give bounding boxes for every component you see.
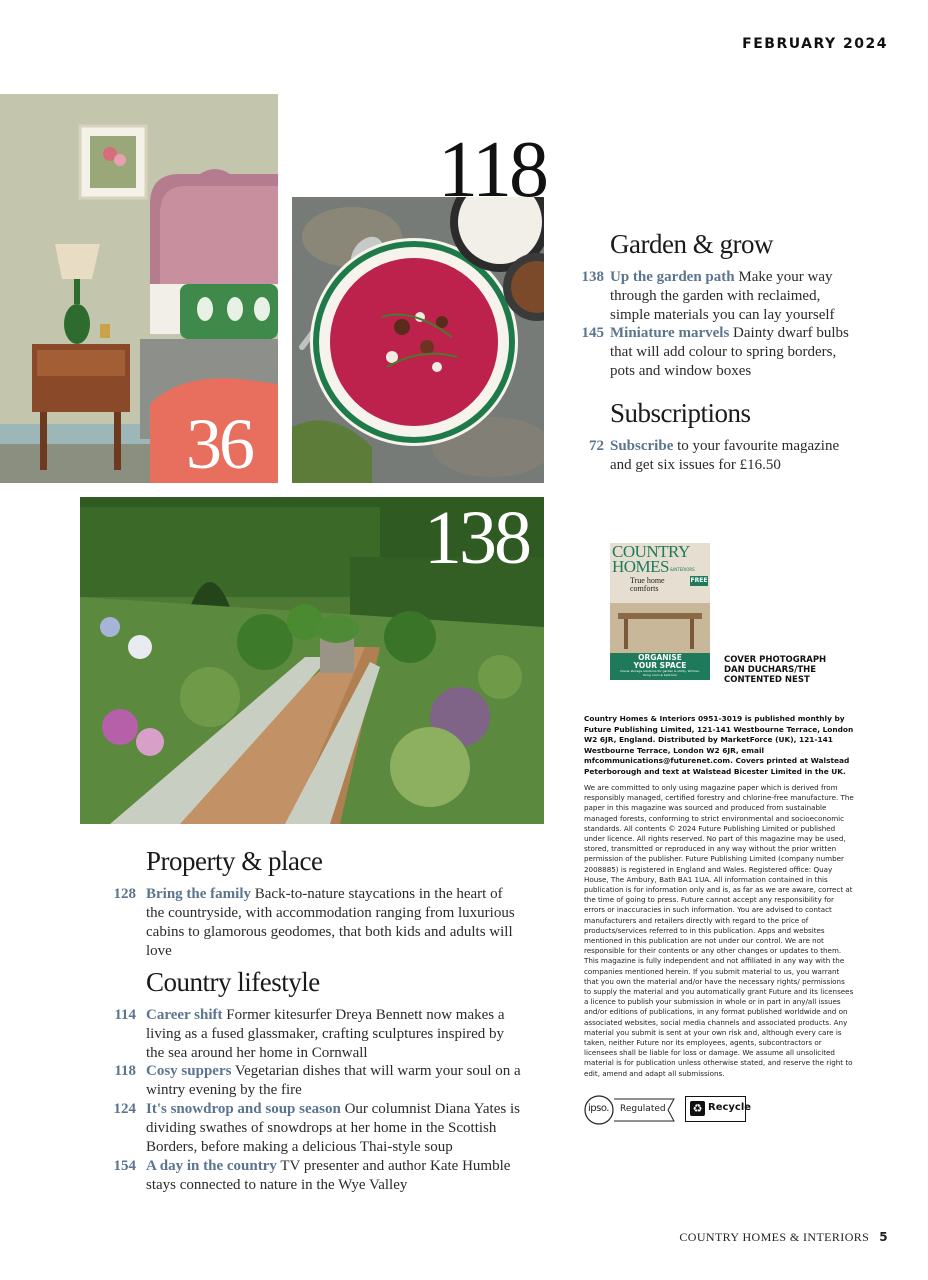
cover-title-line1: COUNTRY bbox=[612, 543, 690, 561]
garden-page-number: 138 bbox=[424, 496, 529, 580]
soup-photo bbox=[292, 197, 544, 483]
contents-entry bbox=[110, 1062, 530, 1100]
ipso-mark: ipso. bbox=[588, 1103, 609, 1114]
entry-text: to your favourite magazine and get six issues for £16.50 bbox=[610, 438, 840, 473]
entry-page-number: 138 bbox=[581, 269, 604, 285]
page-footer bbox=[679, 1230, 888, 1245]
cover-headline: True home comforts bbox=[630, 576, 665, 593]
entry-title: Subscribe bbox=[610, 438, 674, 454]
section-heading-property-place: Property & place bbox=[146, 846, 323, 876]
entry-page-number: 124 bbox=[113, 1101, 136, 1117]
publisher-statement: Country Homes & Interiors 0951-3019 is published monthly by Future Publishing Limited, 121-141 Westbourne Terrace, London W2 6JR, England. Distributed by MarketForce (UK), 121-141 Westbourne Terrace, London W2 6JR, email mfcommunications@futurenet.com. Covers printed at Walstead Peterborough and text at Walstead Bicester Limited in the UK. bbox=[584, 714, 854, 776]
recycle-icon: ♻ bbox=[690, 1101, 705, 1116]
cover-caption bbox=[724, 655, 826, 685]
entry-title: Cosy suppers bbox=[146, 1063, 232, 1079]
contents-entry bbox=[110, 885, 530, 961]
entry-text: Former kitesurfer Dreya Bennett now makes a living as a fused glassmaker, crafting sculptures inspired by the sea around her home in Cornwall bbox=[146, 1007, 505, 1061]
contents-entry bbox=[578, 268, 878, 325]
entry-text: Back-to-nature staycations in the heart of the countryside, with accommodation ranging from luxurious cabins to glamorous geodomes, that both kids and adults will love bbox=[146, 886, 515, 959]
contents-entry bbox=[578, 437, 878, 477]
entry-text: Our columnist Diana Yates is dividing swathes of snowdrops at her home in the Scottish Borders, before making a delicious Thai-style soup bbox=[146, 1101, 520, 1155]
entry-text: Dainty dwarf bulbs that will add colour to spring borders, pots and window boxes bbox=[610, 325, 849, 379]
ipso-regulated-logo bbox=[584, 1095, 676, 1125]
entry-page-number: 114 bbox=[114, 1007, 136, 1023]
magazine-cover-thumbnail bbox=[610, 543, 710, 680]
section-heading-country-lifestyle: Country lifestyle bbox=[146, 967, 320, 997]
soup-page-number: 118 bbox=[438, 126, 547, 214]
ipso-regulated-label: Regulated bbox=[620, 1104, 666, 1114]
entry-page-number: 154 bbox=[113, 1158, 136, 1174]
cover-banner-line1: ORGANISE bbox=[638, 653, 682, 662]
contents-entry bbox=[110, 1157, 530, 1195]
cover-title-line2: HOMES bbox=[612, 557, 670, 576]
entry-title: A day in the country bbox=[146, 1158, 277, 1174]
entry-page-number: 118 bbox=[114, 1063, 136, 1079]
cover-title-small: &INTERIORS bbox=[670, 567, 695, 572]
contents-entry bbox=[110, 1006, 530, 1063]
cover-banner bbox=[610, 654, 710, 677]
cover-caption-line: CONTENTED NEST bbox=[724, 675, 810, 685]
entry-text: Vegetarian dishes that will warm your soul on a wintry evening by the fire bbox=[146, 1063, 521, 1098]
entry-text: TV presenter and author Kate Humble stays connected to nature in the Wye Valley bbox=[146, 1158, 511, 1193]
entry-page-number: 128 bbox=[113, 886, 136, 902]
cover-caption-line: COVER PHOTOGRAPH bbox=[724, 655, 827, 665]
entry-title: Bring the family bbox=[146, 886, 251, 902]
entry-title: Career shift bbox=[146, 1007, 223, 1023]
footer-page-number: 5 bbox=[879, 1230, 888, 1244]
cover-banner-sub: Clever storage solutions for garden & utility, kitchen, living room & bedroom bbox=[620, 669, 700, 677]
cover-caption-line: DAN DUCHARS/THE bbox=[724, 665, 817, 675]
entry-page-number: 145 bbox=[581, 325, 604, 341]
entry-text: Make your way through the garden with reclaimed, simple materials you can lay yourself bbox=[610, 269, 835, 323]
contents-entry bbox=[578, 324, 878, 381]
issue-date: FEBRUARY 2024 bbox=[742, 36, 888, 52]
contents-entry bbox=[110, 1100, 530, 1157]
section-heading-garden-grow: Garden & grow bbox=[610, 229, 773, 259]
bedroom-page-number: 36 bbox=[186, 404, 252, 484]
entry-title: Up the garden path bbox=[610, 269, 735, 285]
recycle-logo bbox=[685, 1096, 752, 1122]
entry-title: Miniature marvels bbox=[610, 325, 730, 341]
legal-text: We are committed to only using magazine paper which is derived from responsibly managed, certified forestry and chlorine-free manufacture. The paper in this magazine was sourced and produced from sustainable managed forests, conforming to strict environmental and socioeconomic standards. All contents © 2024 Future Publishing Limited or published under licence. All rights reserved. No part of this magazine may be used, stored, transmitted or reproduced in any way without the prior written permission of the publisher. Future Publishing Limited (company number 2008885) is registered in England and Wales. Registered office: Quay House, The Ambury, Bath BA1 1UA. All information contained in this publication is for information only and is, as far as we are aware, correct at the time of going to press. Future cannot accept any responsibility for errors or inaccuracies in such information. You are advised to contact manufacturers and retailers directly with regard to the price of products/services referred to in this publication. Apps and websites mentioned in this publication are not under our control. We are not responsible for their contents or any other changes or updates to them. This magazine is fully independent and not affiliated in any way with the companies mentioned herein. If you submit material to us, you warrant that you own the material and/or have the necessary rights/ permissions to supply the material and you automatically grant Future and its licensees a licence to publish your submission in whole or in part in any/all issues and/or editions of publications, in any format published worldwide and on associated websites, social media channels and associated products. Any material you submit is sent at your own risk and, although every care is taken, neither Future nor its employees, agents, subcontractors or licensees shall be liable for loss or damage. We assume all unsolicited material is for publication unless otherwise stated, and reserve the right to edit, amend and adapt all submissions. bbox=[584, 783, 854, 1078]
section-heading-subscriptions: Subscriptions bbox=[610, 398, 751, 428]
entry-page-number: 72 bbox=[589, 438, 604, 454]
cover-badge: FREE bbox=[690, 577, 708, 584]
footer-magazine-name: COUNTRY HOMES & INTERIORS bbox=[679, 1230, 870, 1244]
recycle-label: Recycle bbox=[708, 1102, 752, 1113]
entry-title: It's snowdrop and soup season bbox=[146, 1101, 341, 1117]
cover-banner-line2: YOUR SPACE bbox=[633, 661, 687, 670]
